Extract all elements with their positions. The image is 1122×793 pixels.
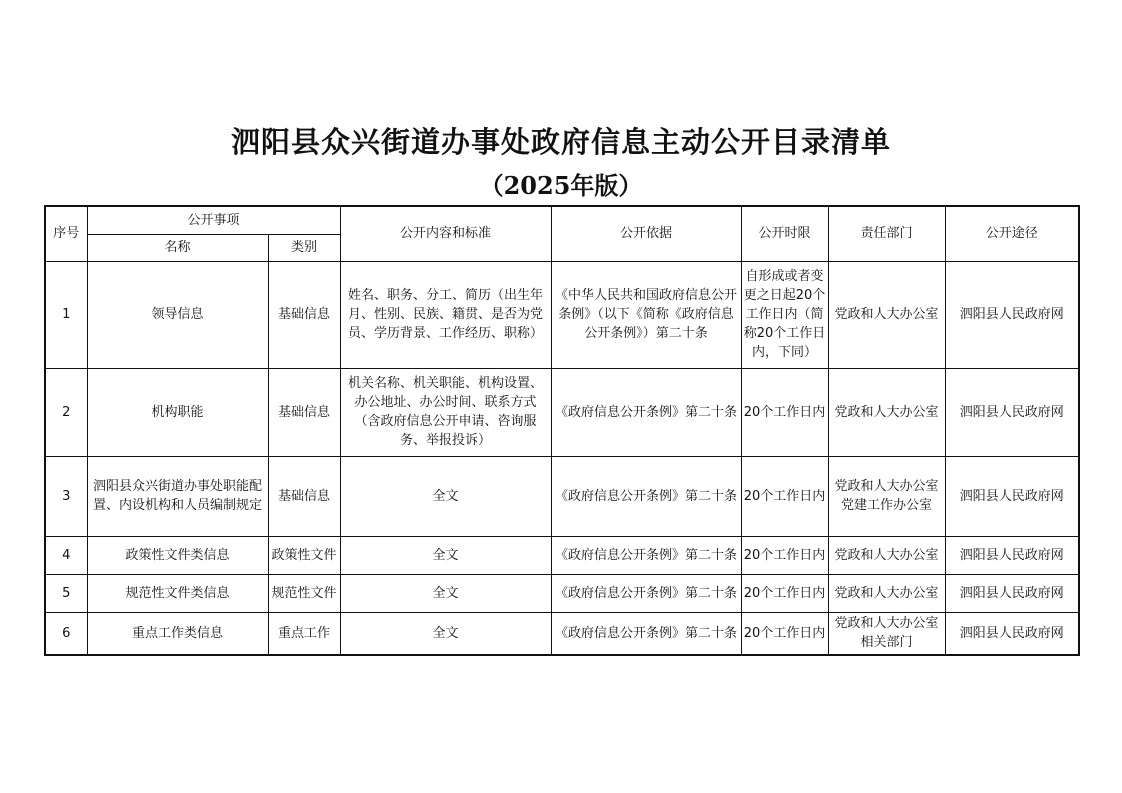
row-time-limit: 20个工作日内 [741,574,828,612]
row-department: 党政和人大办公室党建工作办公室 [828,456,945,536]
row-channel: 泗阳县人民政府网 [945,612,1079,655]
header-content: 公开内容和标准 [340,206,551,261]
table-row [45,612,1079,655]
row-time-limit: 自形成或者变更之日起20个工作日内（简称20个工作日内，下同） [741,261,828,368]
row-channel: 泗阳县人民政府网 [945,368,1079,456]
row-channel: 泗阳县人民政府网 [945,456,1079,536]
row-content: 全文 [340,536,551,574]
row-department: 党政和人大办公室相关部门 [828,612,945,655]
row-category: 基础信息 [268,456,340,536]
table-row [45,261,1079,368]
row-name: 机构职能 [87,368,268,456]
table-row [45,456,1079,536]
row-seq: 1 [45,261,87,368]
row-time-limit: 20个工作日内 [741,456,828,536]
row-time-limit: 20个工作日内 [741,612,828,655]
document-title: 泗阳县众兴街道办事处政府信息主动公开目录清单 [230,125,891,159]
row-seq: 3 [45,456,87,536]
row-name: 规范性文件类信息 [87,574,268,612]
row-basis: 《政府信息公开条例》第二十条 [551,574,741,612]
header-item-group: 公开事项 [87,206,340,234]
row-content: 全文 [340,574,551,612]
table-row [45,536,1079,574]
row-name: 领导信息 [87,261,268,368]
row-category: 政策性文件 [268,536,340,574]
row-channel: 泗阳县人民政府网 [945,536,1079,574]
row-seq: 6 [45,612,87,655]
row-channel: 泗阳县人民政府网 [945,574,1079,612]
row-department: 党政和人大办公室 [828,536,945,574]
row-content: 姓名、职务、分工、简历（出生年月、性别、民族、籍贯、是否为党员、学历背景、工作经历、职称） [340,261,551,368]
header-time-limit: 公开时限 [741,206,828,261]
row-department: 党政和人大办公室 [828,574,945,612]
disclosure-catalog-table [44,205,1080,656]
row-basis: 《中华人民共和国政府信息公开条例》（以下《简称《政府信息公开条例》）第二十条 [551,261,741,368]
row-department: 党政和人大办公室 [828,261,945,368]
row-content: 机关名称、机关职能、机构设置、办公地址、办公时间、联系方式（含政府信息公开申请、咨询服务、举报投诉） [340,368,551,456]
row-time-limit: 20个工作日内 [741,536,828,574]
row-category: 基础信息 [268,261,340,368]
row-category: 基础信息 [268,368,340,456]
row-content: 全文 [340,612,551,655]
row-channel: 泗阳县人民政府网 [945,261,1079,368]
table-row [45,368,1079,456]
row-name: 重点工作类信息 [87,612,268,655]
document-subtitle: （2025年版） [479,171,643,200]
row-category: 规范性文件 [268,574,340,612]
header-category: 类别 [268,234,340,261]
table-row [45,574,1079,612]
row-seq: 2 [45,368,87,456]
row-basis: 《政府信息公开条例》第二十条 [551,368,741,456]
row-basis: 《政府信息公开条例》第二十条 [551,612,741,655]
row-time-limit: 20个工作日内 [741,368,828,456]
row-content: 全文 [340,456,551,536]
header-seq: 序号 [45,206,87,261]
header-basis: 公开依据 [551,206,741,261]
row-seq: 5 [45,574,87,612]
row-basis: 《政府信息公开条例》第二十条 [551,456,741,536]
row-basis: 《政府信息公开条例》第二十条 [551,536,741,574]
header-channel: 公开途径 [945,206,1079,261]
row-name: 政策性文件类信息 [87,536,268,574]
header-name: 名称 [87,234,268,261]
header-department: 责任部门 [828,206,945,261]
row-seq: 4 [45,536,87,574]
row-department: 党政和人大办公室 [828,368,945,456]
row-name: 泗阳县众兴街道办事处职能配置、内设机构和人员编制规定 [87,456,268,536]
row-category: 重点工作 [268,612,340,655]
